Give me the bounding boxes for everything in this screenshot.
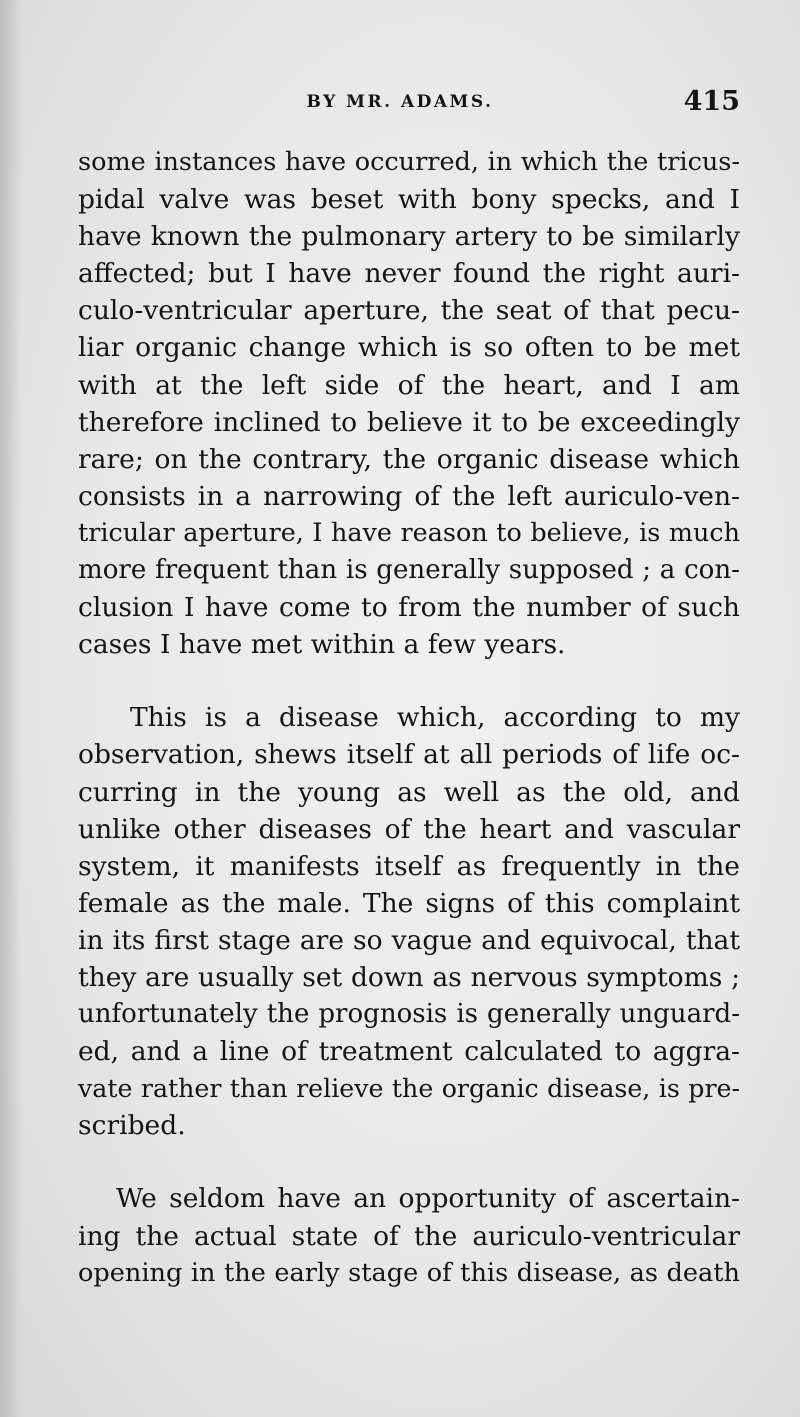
text-line: culo-ventricular aperture, the seat of that pecu-	[78, 295, 740, 327]
text-line: vate rather than relieve the organic disease, is pre-	[78, 1074, 740, 1104]
page-binding-shadow	[0, 0, 22, 1417]
running-title: BY MR. ADAMS.	[306, 92, 494, 112]
text-line: This is a disease which, according to my	[130, 702, 740, 734]
text-line: pidal valve was beset with bony specks, and I	[78, 184, 740, 216]
text-line: ing the actual state of the auriculo-ventricular	[78, 1220, 740, 1252]
text-line: tricular aperture, I have reason to believe, is much	[78, 517, 740, 548]
text-line: they are usually set down as nervous symptoms ;	[78, 961, 740, 993]
text-line: curring in the young as well as the old, and	[78, 776, 740, 808]
text-line: therefore inclined to believe it to be exceedingly	[78, 406, 740, 438]
text-line: rare; on the contrary, the organic disease which	[78, 443, 740, 475]
text-line: more frequent than is generally supposed ; a con-	[78, 555, 740, 586]
text-line: consists in a narrowing of the left auriculo-ven-	[78, 480, 740, 512]
paragraph-gap	[78, 1144, 740, 1180]
text-line: in its first stage are so vague and equivocal, that	[78, 924, 740, 956]
text-line: with at the left side of the heart, and I am	[78, 369, 740, 401]
text-line: system, it manifests itself as frequently in the	[78, 850, 740, 882]
text-line: observation, shews itself at all periods of life oc-	[78, 739, 740, 771]
text-line: affected; but I have never found the right auri-	[78, 258, 740, 290]
text-line: opening in the early stage of this disease, as death	[78, 1257, 740, 1288]
running-head	[60, 86, 740, 126]
text-line: We seldom have an opportunity of ascertain-	[116, 1183, 740, 1215]
body-text	[78, 144, 740, 1292]
text-line: liar organic change which is so often to be met	[78, 332, 740, 364]
text-line: unfortunately the prognosis is generally unguard-	[78, 999, 740, 1030]
text-line: female as the male. The signs of this complaint	[78, 887, 740, 919]
text-line: scribed.	[78, 1110, 186, 1142]
text-line: cases I have met within a few years.	[78, 629, 566, 661]
text-line: some instances have occurred, in which the tricus-	[78, 147, 740, 177]
text-line: ed, and a line of treatment calculated to aggra-	[78, 1036, 740, 1068]
text-line: unlike other diseases of the heart and vascular	[78, 813, 740, 845]
paragraph-gap	[78, 663, 740, 699]
text-line: clusion I have come to from the number of such	[78, 592, 740, 624]
page-number: 415	[683, 86, 740, 117]
text-line: have known the pulmonary artery to be similarly	[78, 221, 740, 253]
